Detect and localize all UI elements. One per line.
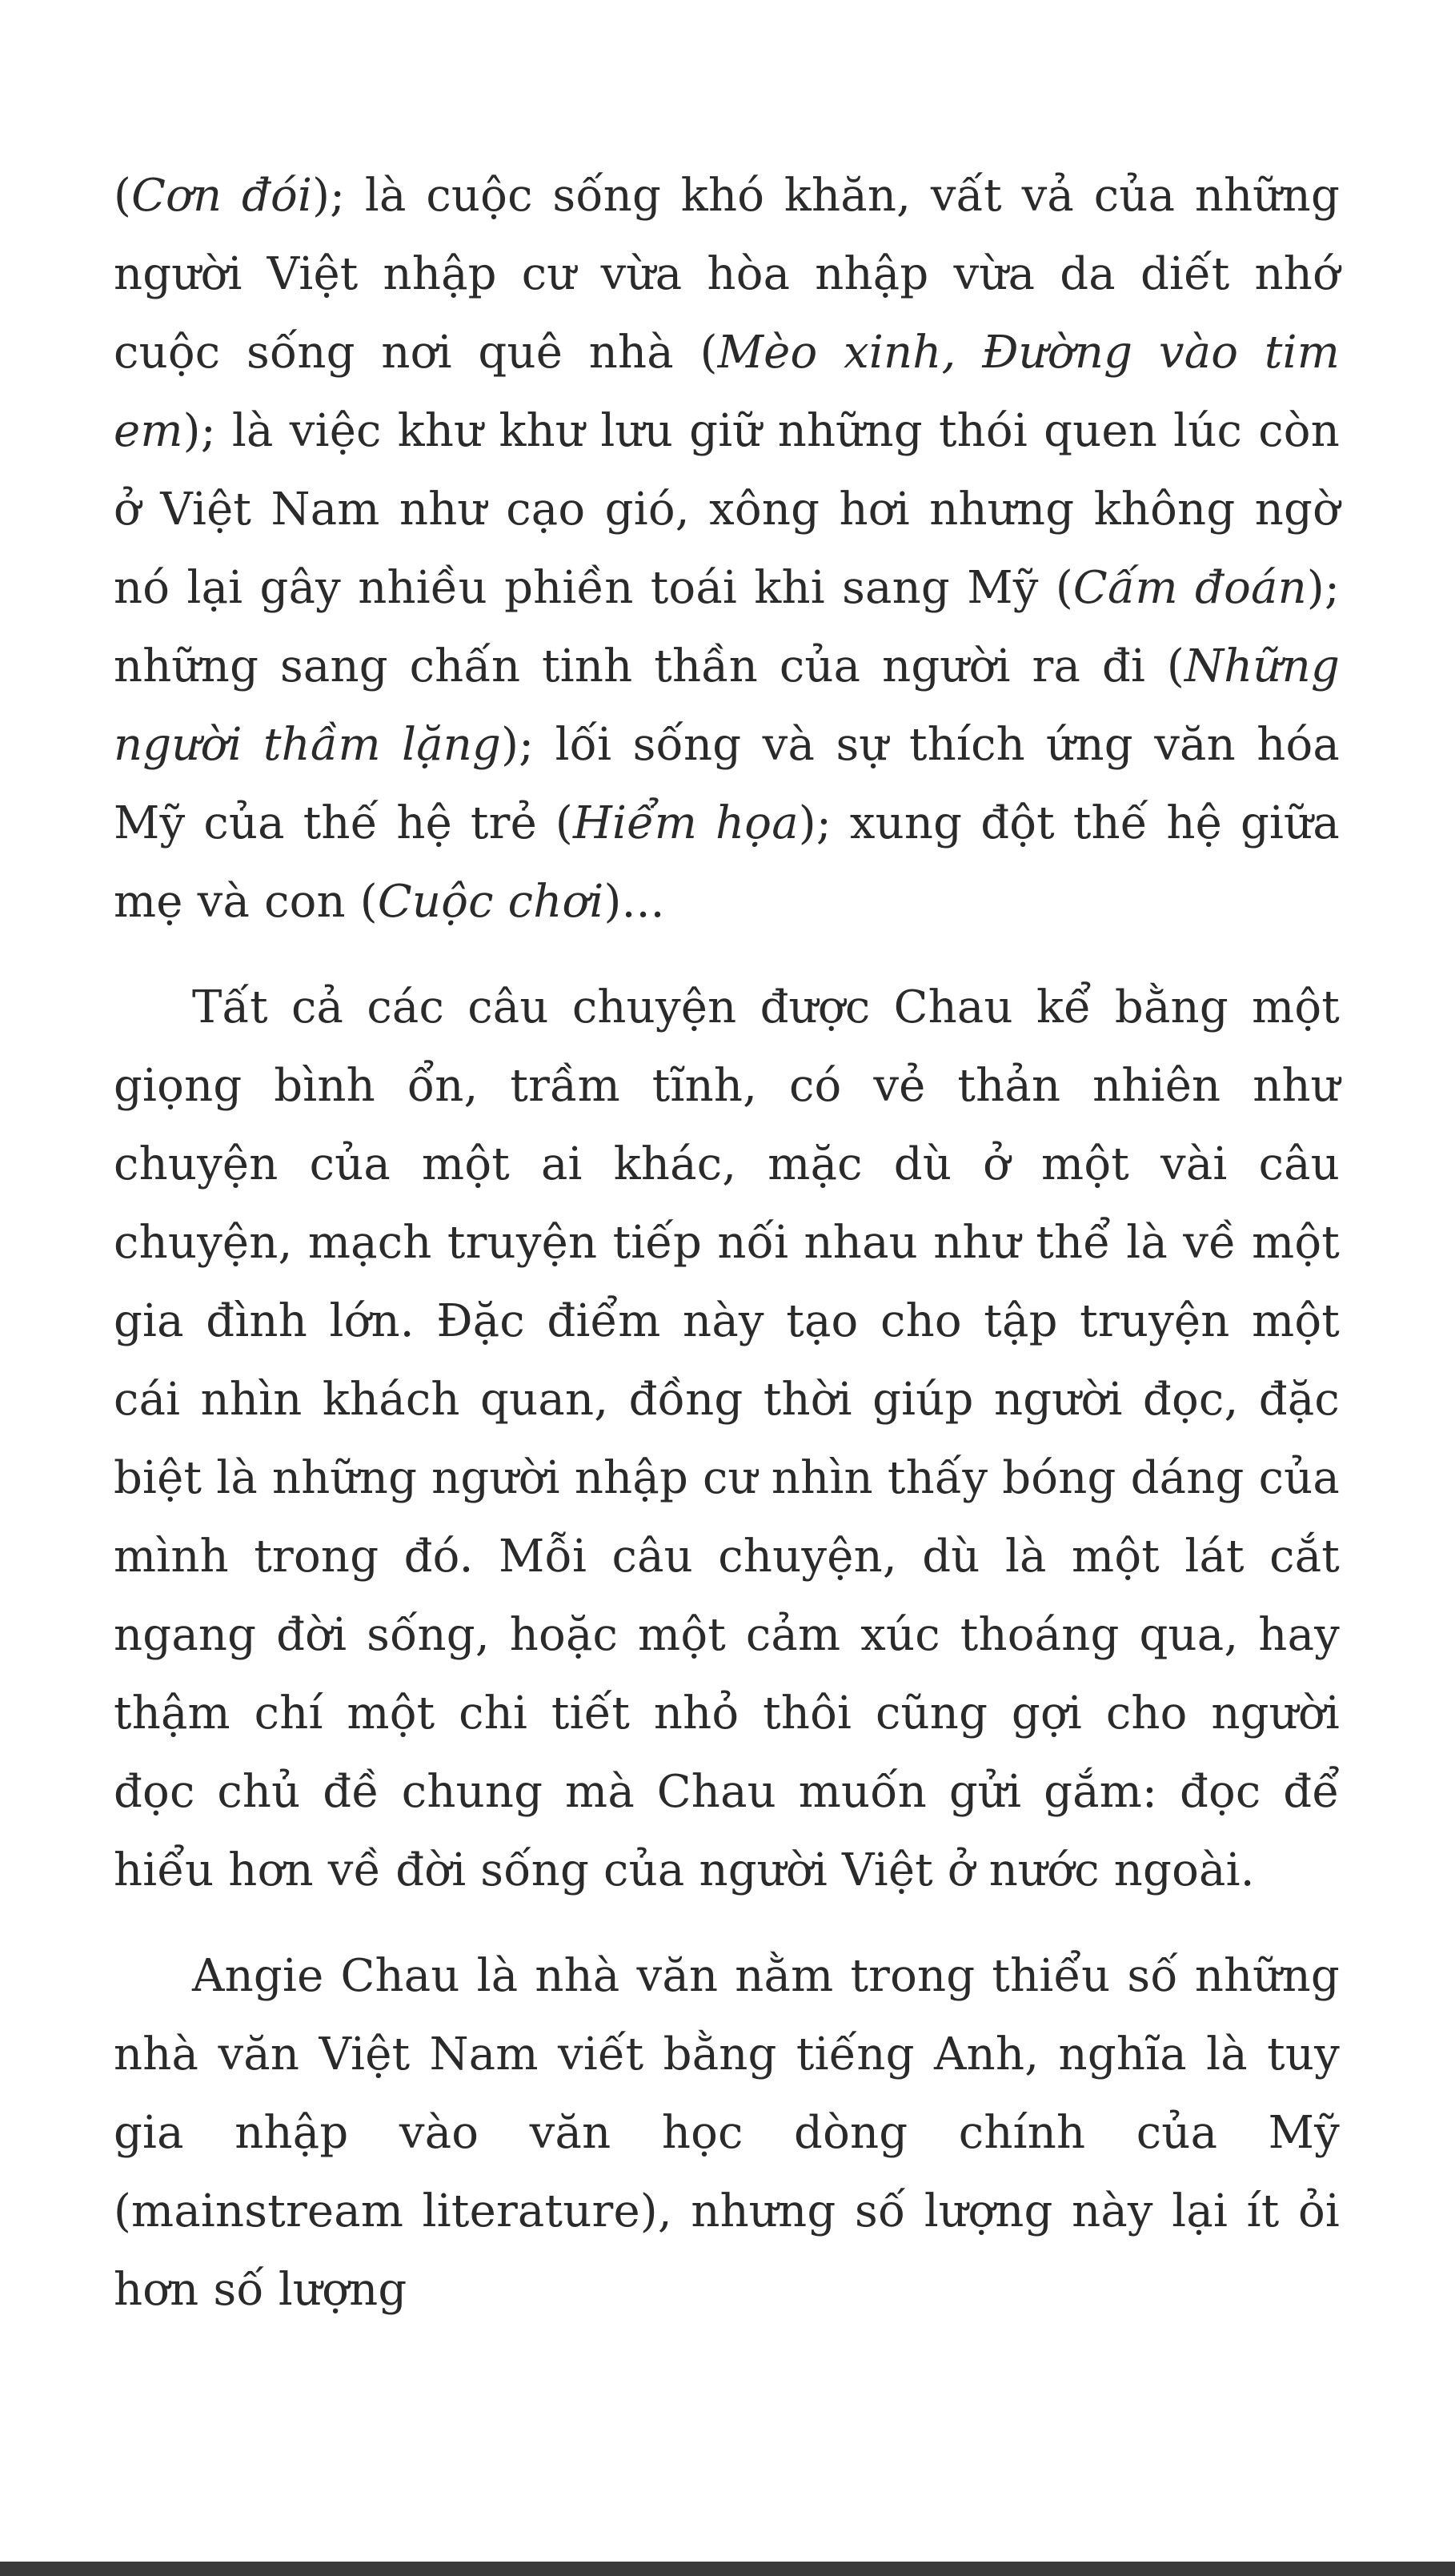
- text-segment: ); là việc khư khư lưu giữ những thói quen lúc còn ở Việt Nam như cạo gió, xông hơi nhưng không ngờ nó lại gây nhiều phiền toái khi sang Mỹ (: [114, 405, 1340, 614]
- text-segment: ); những sang chấn tinh thần của người ra đi (: [114, 562, 1341, 692]
- text-segment: ); là cuộc sống khó khăn, vất vả của những người Việt nhập cư vừa hòa nhập vừa da diết nhớ cuộc sống nơi quê nhà (: [114, 170, 1340, 379]
- story-title-italic: Cấm đoán: [1072, 562, 1307, 614]
- story-title-italic: Những người thầm lặng: [114, 640, 1340, 771]
- body-text: [114, 157, 1340, 2329]
- paragraph-3: [114, 1937, 1340, 2329]
- text-segment: )...: [603, 876, 665, 928]
- text-segment: ); lối sống và sự thích ứng văn hóa Mỹ của thế hệ trẻ (: [114, 719, 1341, 849]
- text-segment: (: [114, 170, 132, 222]
- scan-bottom-edge: [0, 2562, 1455, 2576]
- story-title-italic: Mèo xinh, Đường vào tim em: [114, 327, 1341, 457]
- story-title-italic: Hiểm họa: [572, 797, 799, 849]
- text-segment: ); xung đột thế hệ giữa mẹ và con (: [114, 797, 1341, 928]
- story-title-italic: Cuộc chơi: [377, 876, 604, 928]
- text-segment: Tất cả các câu chuyện được Chau kể bằng một giọng bình ổn, trầm tĩnh, có vẻ thản nhiên như chuyện của một ai khác, mặc dù ở một vài câu chuyện, mạch truyện tiếp nối nhau như thể là về một gia đình lớn. Đặc điểm này tạo cho tập truyện một cái nhìn khách quan, đồng thời giúp người đọc, đặc biệt là những người nhập cư nhìn thấy bóng dáng của mình trong đó. Mỗi câu chuyện, dù là một lát cắt ngang đời sống, hoặc một cảm xúc thoáng qua, hay thậm chí một chi tiết nhỏ thôi cũng gợi cho người đọc chủ đề chung mà Chau muốn gửi gắm: đọc để hiểu hơn về đời sống của người Việt ở nước ngoài.: [114, 981, 1340, 1896]
- text-segment: Angie Chau là nhà văn nằm trong thiểu số những nhà văn Việt Nam viết bằng tiếng Anh, nghĩa là tuy gia nhập vào văn học dòng chính của Mỹ (mainstream literature), nhưng số lượng này lại ít ỏi hơn số lượng: [114, 1950, 1340, 2316]
- paragraph-2: [114, 969, 1340, 1910]
- story-title-italic: Cơn đói: [131, 170, 313, 222]
- paragraph-1: [114, 157, 1340, 941]
